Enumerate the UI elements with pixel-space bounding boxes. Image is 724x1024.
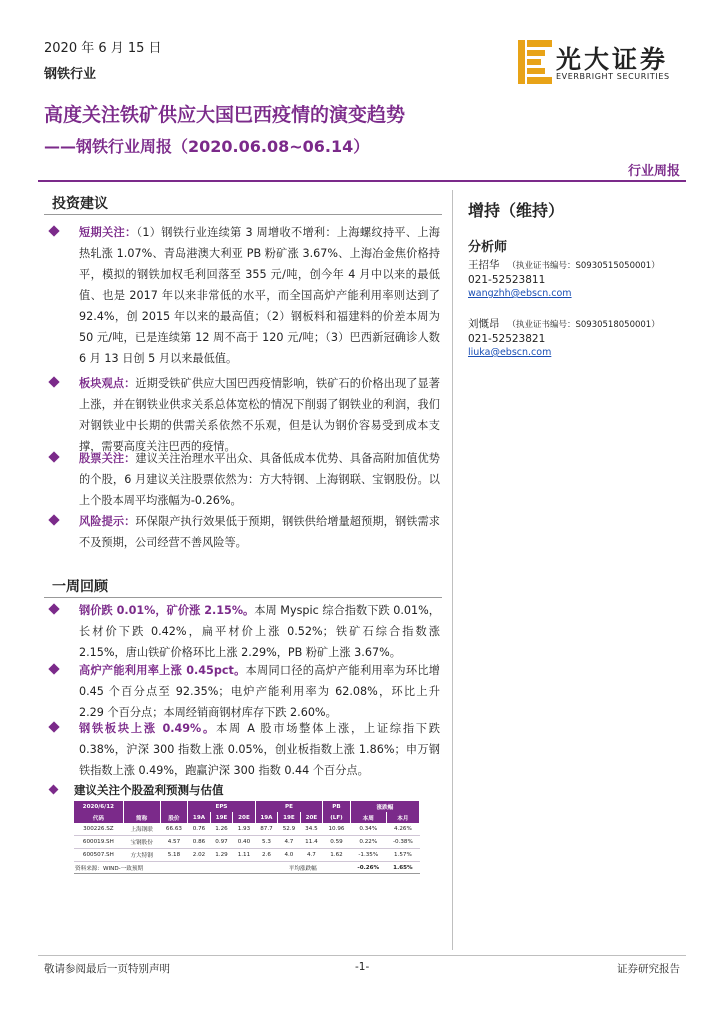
analyst-cert: （执业证书编号：S0930518050001） — [507, 320, 660, 330]
table-cell: 1.29 — [210, 849, 232, 862]
invest-item — [50, 448, 440, 511]
table-header-cell: 本月 — [386, 812, 419, 823]
footer-report-type: 证券研究报告 — [617, 963, 680, 975]
analyst-card — [468, 258, 660, 301]
analyst-phone: 021-52523821 — [468, 333, 546, 345]
table-source: 资料来源：WIND-一致预期 — [74, 862, 255, 874]
table-cell: 1.26 — [210, 823, 232, 836]
table-header-cell: PB — [323, 801, 351, 812]
table-header-cell: 2020/6/12 — [74, 801, 123, 812]
table-cell: 0.76 — [188, 823, 210, 836]
logo-text-en: EVERBRIGHT SECURITIES — [556, 72, 670, 81]
review-item-text: 本周 A 股市场整体上涨，上证综指下跌 0.38%，沪深 300 指数上涨 0.05%，创业板指数上涨 1.86%；申万钢铁指数上涨 0.49%，跑赢沪深 300 指数 0.44 个百分点。 — [79, 722, 440, 777]
table-cell: 宝钢股份 — [123, 836, 160, 849]
table-cell: 66.63 — [160, 823, 188, 836]
invest-item — [50, 373, 440, 457]
table-header-cell: 涨跌幅 — [350, 801, 419, 812]
table-cell: 2.02 — [188, 849, 210, 862]
table-cell: 方大特钢 — [123, 849, 160, 862]
footer-divider — [38, 955, 686, 956]
table-header-cell: 19A — [188, 812, 210, 823]
bullet-diamond-icon — [49, 785, 59, 795]
table-cell: -0.38% — [386, 836, 419, 849]
section-heading-review: 一周回顾 — [52, 579, 108, 595]
table-cell: 87.7 — [255, 823, 277, 836]
table-cell: 5.3 — [255, 836, 277, 849]
table-header-cell: 简称 — [123, 812, 160, 823]
section-underline — [44, 597, 442, 598]
table-cell: 4.57 — [160, 836, 188, 849]
table-cell: 0.59 — [323, 836, 351, 849]
table-cell: 0.34% — [350, 823, 386, 836]
table-header-row — [74, 801, 420, 812]
invest-item-lead: 板块观点： — [79, 377, 136, 390]
analyst-name: 王招华 — [468, 259, 500, 271]
table-cell: 0.97 — [210, 836, 232, 849]
review-item — [50, 718, 440, 781]
review-item-lead: 钢铁板块上涨 0.49%。 — [79, 722, 217, 735]
table-cell: 4.7 — [278, 836, 300, 849]
table-cell: 4.26% — [386, 823, 419, 836]
table-header-cell: PE — [255, 801, 322, 812]
table-cell: 600019.SH — [74, 836, 123, 849]
table-cell: 11.4 — [300, 836, 322, 849]
bullet-diamond-icon — [48, 451, 59, 462]
table-cell: 34.5 — [300, 823, 322, 836]
table-header-cell: 本周 — [350, 812, 386, 823]
table-cell: 600507.SH — [74, 849, 123, 862]
invest-item-text: 近期受铁矿供应大国巴西疫情影响，铁矿石的价格出现了显著上涨，并在钢铁业供求关系总体宽松的情况下削弱了钢铁业的利润，我们对钢铁业中长期的供需关系依然不乐观，但是认为钢价容易受到成本支撑，需要高度关注巴西的疫情。 — [79, 377, 440, 453]
table-cell: 1.62 — [323, 849, 351, 862]
invest-item-lead: 短期关注： — [79, 226, 137, 239]
table-row — [74, 836, 420, 849]
bullet-diamond-icon — [48, 603, 59, 614]
bullet-diamond-icon — [48, 514, 59, 525]
report-date: 2020 年 6 月 15 日 — [44, 41, 162, 56]
table-cell: 0.40 — [233, 836, 255, 849]
analyst-card — [468, 317, 660, 360]
table-cell: 4.7 — [300, 849, 322, 862]
table-avg-week: -0.26% — [350, 862, 386, 874]
table-header-row — [74, 812, 420, 823]
table-header-cell: 20E — [233, 812, 255, 823]
review-item-lead: 高炉产能利用率上涨 0.45pct。 — [79, 664, 246, 677]
report-type: 行业周报 — [627, 164, 680, 179]
table-header-cell — [123, 801, 160, 812]
sidebar-divider — [452, 190, 453, 950]
analyst-phone: 021-52523811 — [468, 274, 546, 286]
analyst-name: 刘慨昂 — [468, 318, 500, 330]
invest-item-lead: 风险提示： — [79, 515, 136, 528]
table-cell: 1.93 — [233, 823, 255, 836]
industry-label: 钢铁行业 — [44, 67, 97, 82]
rating-label: 增持（维持） — [468, 201, 565, 220]
estimates-table — [74, 801, 420, 874]
table-cell: 0.86 — [188, 836, 210, 849]
table-footer-row — [74, 862, 420, 874]
review-item — [50, 660, 440, 723]
table-cell: 5.18 — [160, 849, 188, 862]
invest-item — [50, 511, 440, 553]
section-underline — [44, 214, 442, 215]
table-header-cell: 19E — [210, 812, 232, 823]
table-header-cell: EPS — [188, 801, 255, 812]
table-header-cell: 代码 — [74, 812, 123, 823]
section-heading-invest: 投资建议 — [52, 196, 108, 212]
table-cell: 2.6 — [255, 849, 277, 862]
table-title-text: 建议关注个股盈利预测与估值 — [74, 783, 224, 797]
table-avg-label: 平均涨跌幅 — [255, 862, 350, 874]
analyst-cert: （执业证书编号：S0930515050001） — [507, 261, 660, 271]
table-header-cell — [160, 801, 188, 812]
analyst-email-link[interactable]: liuka@ebscn.com — [468, 347, 552, 358]
page-number: -1- — [355, 961, 370, 973]
table-cell: 上海钢联 — [123, 823, 160, 836]
bullet-diamond-icon — [48, 376, 59, 387]
brand-logo — [518, 40, 688, 85]
table-cell: 1.11 — [233, 849, 255, 862]
table-row — [74, 823, 420, 836]
table-avg-month: 1.65% — [386, 862, 419, 874]
invest-item — [50, 222, 440, 369]
table-header-cell: 20E — [300, 812, 322, 823]
bullet-diamond-icon — [48, 225, 59, 236]
table-row — [74, 849, 420, 862]
invest-item-text: （1）钢铁行业连续第 3 周增收不增利：上海螺纹持平、上海热轧涨 1.07%、青岛港澳大利亚 PB 粉矿涨 3.67%、上海冶金焦价格持平，模拟的钢铁加权毛利回落至 355 元/吨，创今年 4 月中以来的最低值、也是 2017 年以来非常低的水平，而全国高炉产能利用率则达到了 92.4%，创 2015 年以来的最高值；（2）钢板料和福建料的价差本周为 50 元/吨，已是连续第 12 周不高于 120 元/吨；（3）巴西新冠确诊人数 6 月 13 日创 5 月以来最低值。 — [79, 226, 440, 365]
table-cell: -1.35% — [350, 849, 386, 862]
table-header-cell: (LF) — [323, 812, 351, 823]
table-header-cell: 股价 — [160, 812, 188, 823]
invest-item-lead: 股票关注： — [79, 452, 136, 465]
analyst-heading: 分析师 — [468, 240, 508, 255]
review-item — [50, 600, 440, 663]
review-item-text: 本周 Myspic 综合指数下跌 0.01%，长材价下跌 0.42%，扁平材价上涨 0.52%；铁矿石综合指数涨 2.15%，唐山铁矿价格环比上涨 2.29%，PB 粉矿上涨 3.67%。 — [79, 604, 440, 659]
table-title — [50, 782, 224, 798]
table-cell: 0.22% — [350, 836, 386, 849]
logo-text-cn: 光大证券 — [556, 45, 669, 74]
invest-item-text: 环保限产执行效果低于预期，钢铁供给增量超预期，钢铁需求不及预期，公司经营不善风险等。 — [79, 515, 440, 549]
review-item-lead: 钢价跌 0.01%，矿价涨 2.15%。 — [79, 604, 255, 617]
table-cell: 1.57% — [386, 849, 419, 862]
table-header-cell: 19A — [255, 812, 277, 823]
logo-mark-icon — [518, 40, 554, 84]
table-cell: 10.96 — [323, 823, 351, 836]
report-subtitle: ——钢铁行业周报（2020.06.08~06.14） — [44, 137, 370, 156]
report-title: 高度关注铁矿供应大国巴西疫情的演变趋势 — [44, 104, 406, 126]
table-header-cell: 19E — [278, 812, 300, 823]
bullet-diamond-icon — [48, 721, 59, 732]
header-divider — [38, 180, 686, 182]
invest-item-text: 建议关注治理水平出众、具备低成本优势、具备高附加值优势的个股，6 月建议关注股票依然为：方大特钢、上海钢联、宝钢股份。以上个股本周平均涨幅为-0.26%。 — [79, 452, 440, 507]
table-cell: 4.0 — [278, 849, 300, 862]
analyst-email-link[interactable]: wangzhh@ebscn.com — [468, 288, 572, 299]
bullet-diamond-icon — [48, 663, 59, 674]
table-cell: 300226.SZ — [74, 823, 123, 836]
footer-disclaimer: 敬请参阅最后一页特别声明 — [44, 963, 170, 975]
review-item-text: 本周同口径的高炉产能利用率为环比增 0.45 个百分点至 92.35%；电炉产能利用率为 62.08%，环比上升 2.29 个百分点；本周经销商钢材库存下跌 2.60%。 — [79, 664, 440, 719]
table-cell: 52.9 — [278, 823, 300, 836]
